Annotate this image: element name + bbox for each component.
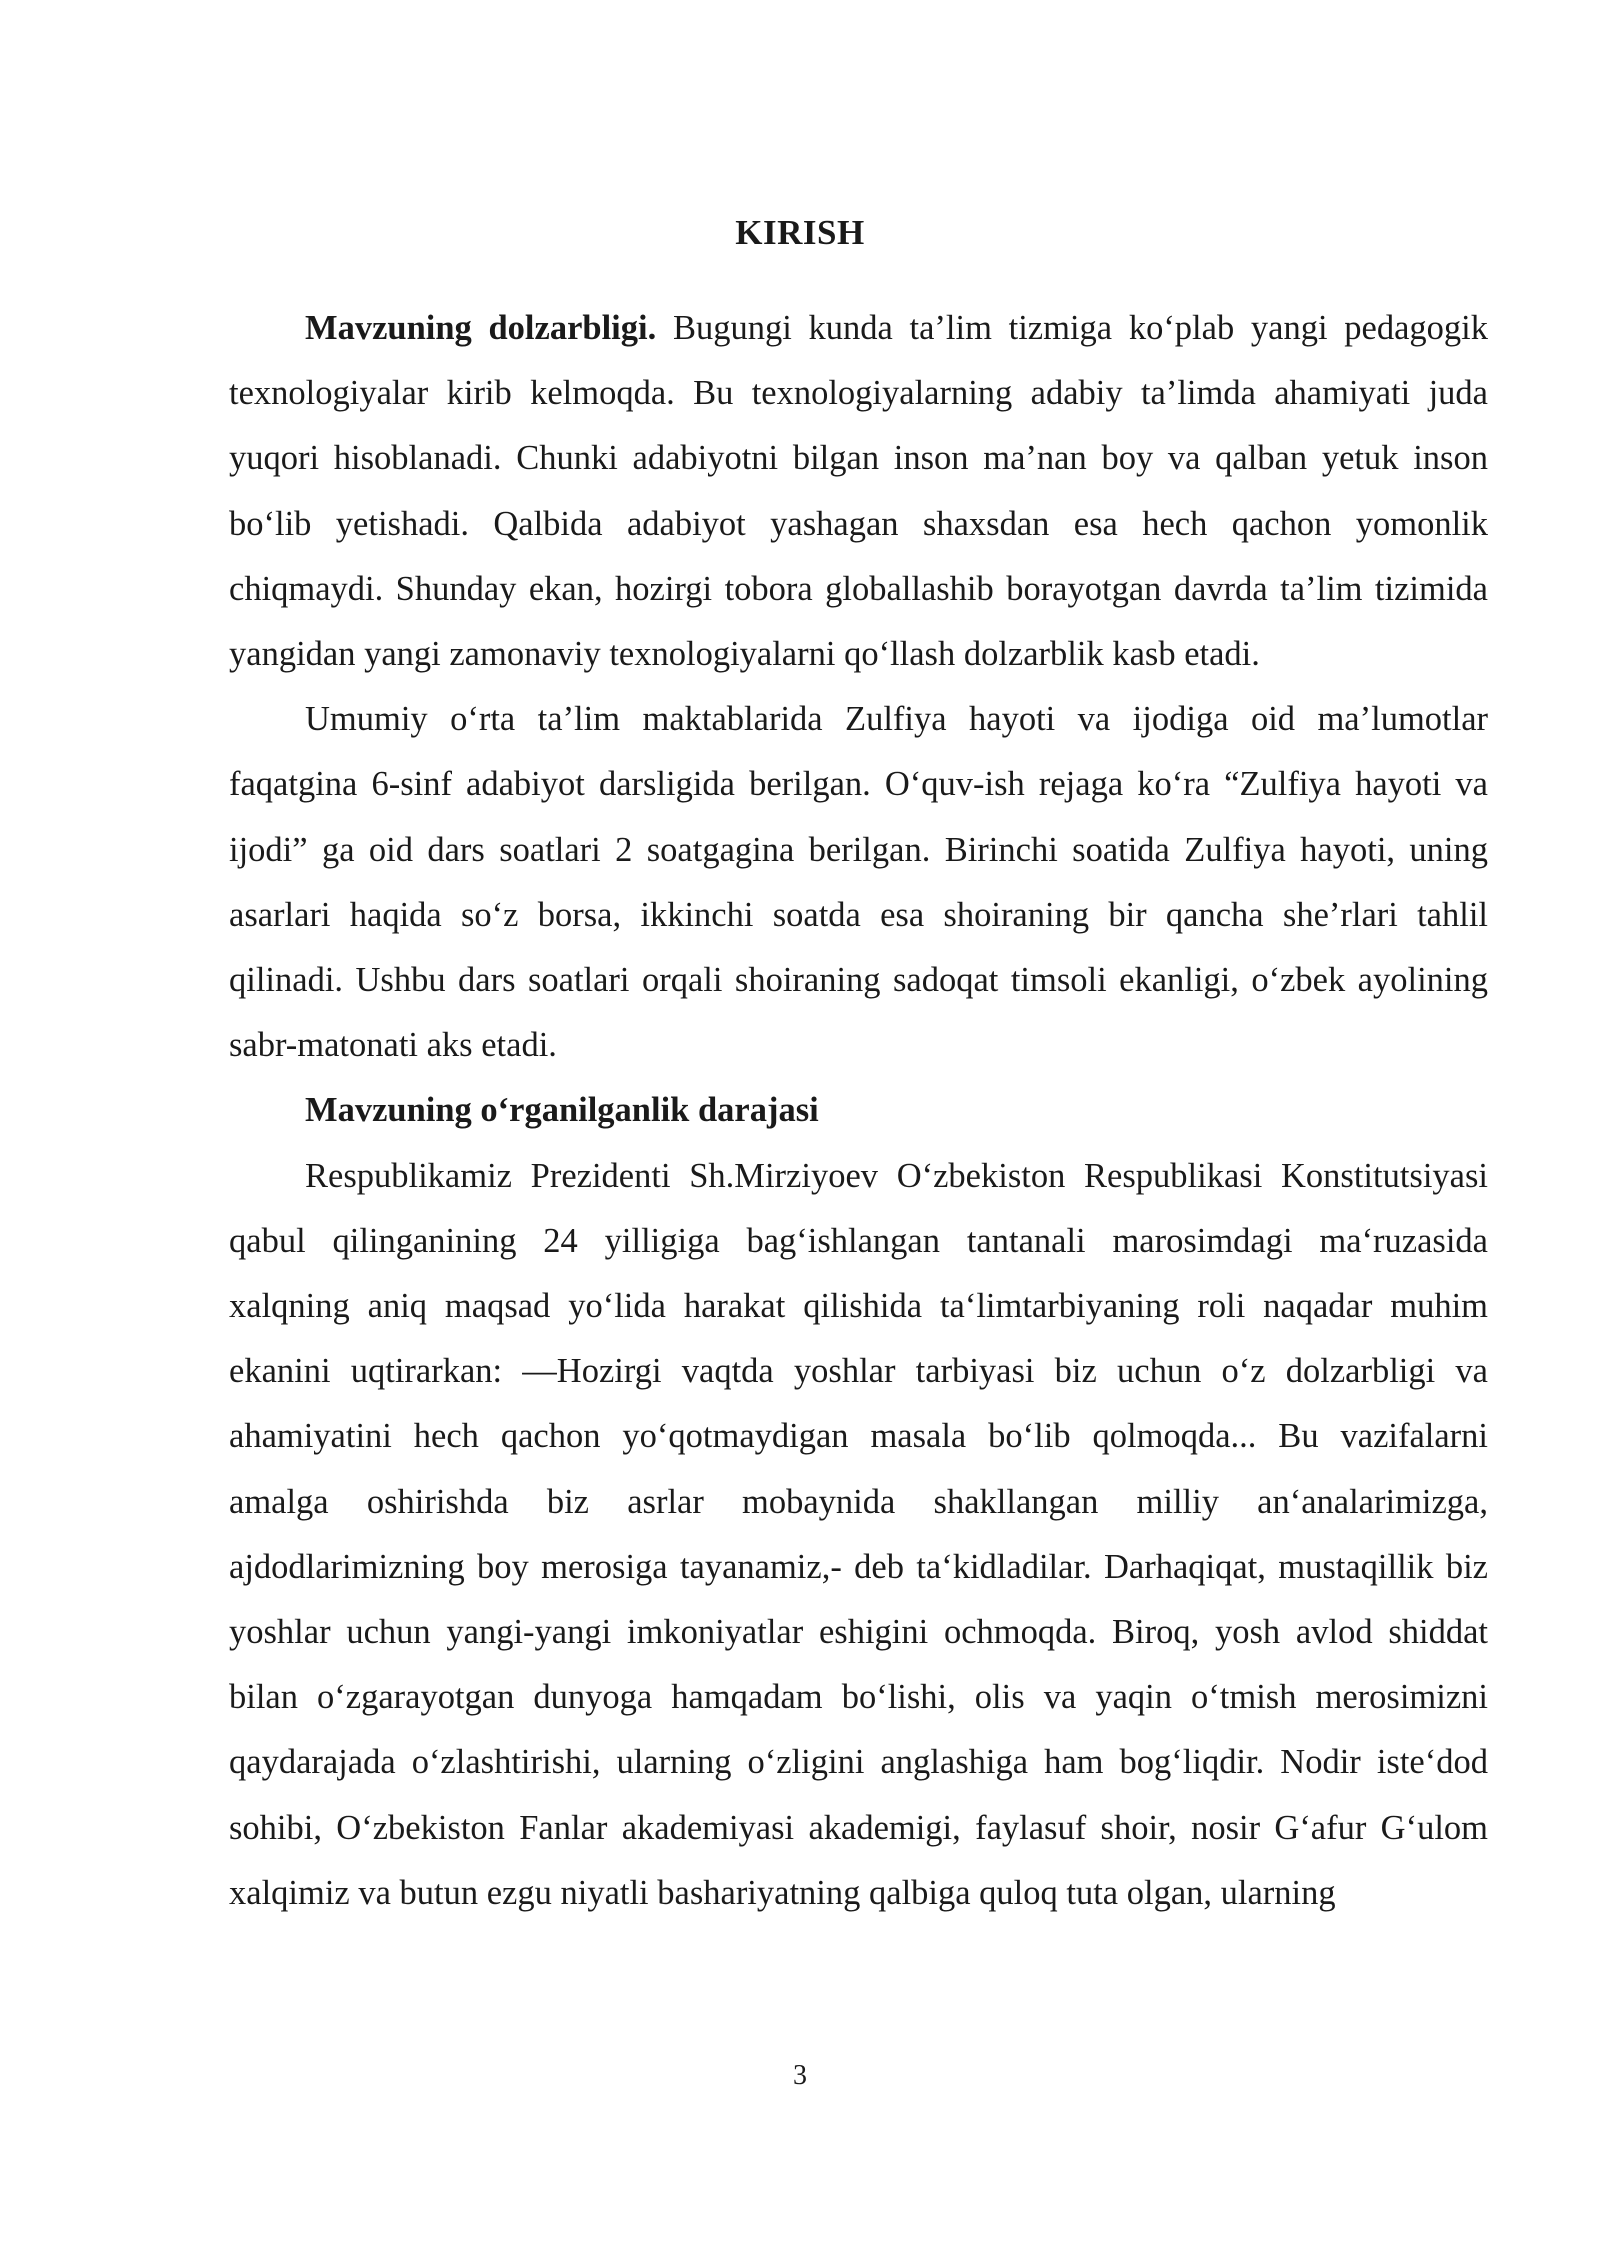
document-body (229, 296, 1488, 1926)
paragraph-text: Bugungi kunda ta’lim tizmiga ko‘plab yangi pedagogik texnologiyalar kirib kelmoqda. Bu texnologiyalarning adabiy ta’limda ahamiyati juda yuqori hisoblanadi. Chunki adabiyotni bilgan inson ma’nan boy va qalban yetuk inson bo‘lib yetishadi. Qalbida adabiyot yashagan shaxsdan esa hech qachon yomonlik chiqmaydi. Shunday ekan, hozirgi tobora globallashib borayotgan davrda ta’lim tizimida yangidan yangi zamonaviy texnologiyalarni qo‘llash dolzarblik kasb etadi. (229, 309, 1489, 674)
paragraph-curriculum: Umumiy o‘rta ta’lim maktablarida Zulfiya hayoti va ijodiga oid ma’lumotlar faqatgina 6-sinf adabiyot darsligida berilgan. O‘quv-ish rejaga ko‘ra “Zulfiya hayoti va ijodi” ga oid dars soatlari 2 soatgagina berilgan. Birinchi soatida Zulfiya hayoti, uning asarlari haqida so‘z borsa, ikkinchi soatda esa shoiraning bir qancha she’rlari tahlil qilinadi. Ushbu dars soatlari orqali shoiraning sadoqat timsoli ekanligi, o‘zbek ayolining sabr-matonati aks etadi. (229, 700, 1488, 1065)
subheading-study-level: Mavzuning o‘rganilganlik darajasi (305, 1091, 819, 1130)
paragraph-president-speech: Respublikamiz Prezidenti Sh.Mirziyoev O‘zbekiston Respublikasi Konstitutsiyasi qabul qilinganining 24 yilligiga bag‘ishlangan tantanali marosimdagi ma‘ruzasida xalqning aniq maqsad yo‘lida harakat qilishida ta‘limtarbiyaning roli naqadar muhim ekanini uqtirarkan: ―Hozirgi vaqtda yoshlar tarbiyasi biz uchun o‘z dolzarbligi va ahamiyatini hech qachon yo‘qotmaydigan masala bo‘lib qolmoqda... Bu vazifalarni amalga oshirishda biz asrlar mobaynida shakllangan milliy an‘analarimizga, ajdodlarimizning boy merosiga tayanamiz,- deb ta‘kidladilar. Darhaqiqat, mustaqillik biz yoshlar uchun yangi-yangi imkoniyatlar eshigini ochmoqda. Biroq, yosh avlod shiddat bilan o‘zgarayotgan dunyoga hamqadam bo‘lishi, olis va yaqin o‘tmish merosimizni qaydarajada o‘zlashtirishi, ularning o‘zligini anglashiga ham bog‘liqdir. Nodir iste‘dod sohibi, O‘zbekiston Fanlar akademiyasi akademigi, faylasuf shoir, nosir G‘afur G‘ulom xalqimiz va butun ezgu niyatli bashariyatning qalbiga quloq tuta olgan, ularning (229, 1156, 1488, 1912)
section-heading: KIRISH (735, 213, 865, 252)
page-number: 3 (793, 2060, 807, 2091)
paragraph-relevance (229, 296, 1488, 687)
paragraph-lead: Mavzuning dolzarbligi. (305, 309, 657, 347)
